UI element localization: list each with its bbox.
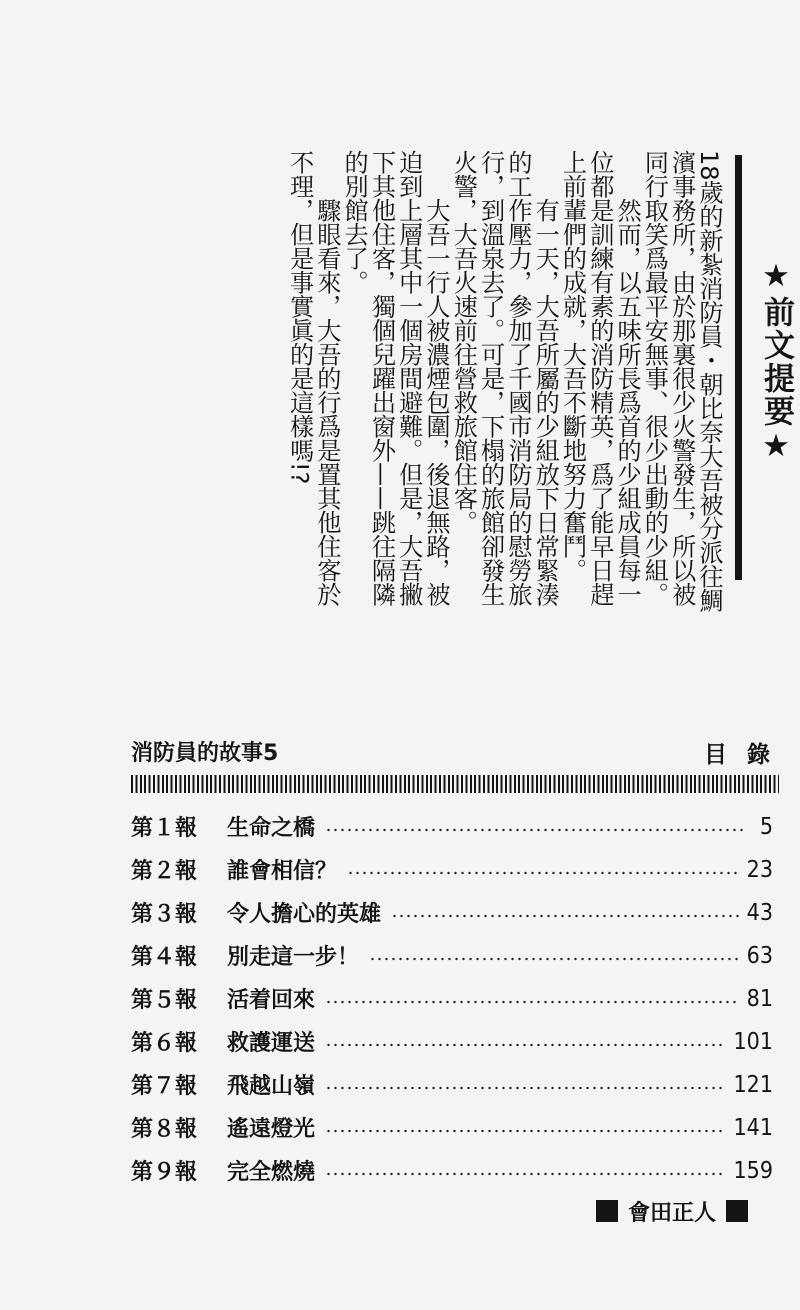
author-credit	[596, 1196, 748, 1226]
chapter-number: 第２報	[131, 859, 198, 884]
toc-entry[interactable]	[131, 1063, 773, 1106]
page-number: 141	[733, 1114, 773, 1141]
dot-leader	[325, 1172, 725, 1176]
chapter-title: 活着回來	[227, 988, 316, 1013]
dot-leader	[369, 957, 739, 961]
contents-label: 目錄	[704, 742, 790, 768]
chapter-number: 第３報	[131, 902, 198, 927]
toc-header	[131, 736, 790, 770]
toc-entry[interactable]	[131, 805, 773, 848]
chapter-title: 生命之橋	[227, 816, 316, 841]
synopsis-paragraph: 驟眼看來，大吾的行爲是置其他住客於不理，但是事實眞的是這樣嗎!?	[285, 150, 341, 607]
page-number: 23	[746, 856, 773, 883]
dot-leader	[325, 1086, 725, 1090]
divider-rule	[131, 775, 779, 793]
chapter-number: 第９報	[131, 1160, 198, 1185]
page-number: 121	[733, 1071, 773, 1098]
chapter-title: 令人擔心的英雄	[227, 902, 382, 927]
dot-leader	[325, 1043, 725, 1047]
toc-entry[interactable]	[131, 891, 773, 934]
chapter-number: 第４報	[131, 945, 198, 970]
chapter-number: 第７報	[131, 1074, 198, 1099]
heading-rule	[735, 155, 742, 580]
page-number: 63	[746, 942, 773, 969]
chapter-title: 救護運送	[227, 1031, 316, 1056]
toc-list	[131, 805, 773, 1192]
square-bullet-icon	[726, 1200, 748, 1222]
toc-entry[interactable]	[131, 1149, 773, 1192]
dot-leader	[347, 871, 739, 875]
series-title: 消防員的故事5	[131, 741, 279, 766]
toc-entry[interactable]	[131, 1106, 773, 1149]
toc-entry[interactable]	[131, 848, 773, 891]
chapter-title: 誰會相信？	[227, 859, 338, 884]
page-number: 159	[733, 1157, 773, 1184]
chapter-number: 第６報	[131, 1031, 198, 1056]
chapter-title: 飛越山嶺	[227, 1074, 316, 1099]
page-number: 43	[746, 899, 773, 926]
toc-entry[interactable]	[131, 934, 773, 977]
page-number: 81	[746, 985, 773, 1012]
chapter-title: 完全燃燒	[227, 1160, 316, 1185]
square-bullet-icon	[596, 1200, 618, 1222]
synopsis-paragraph: 然而，以五味所長爲首的少組成員每一位都是訓練有素的消防精英，爲了能早日趕上前輩們的成就，大吾不斷地努力奮鬥。	[558, 150, 642, 607]
page-number: 5	[759, 813, 773, 840]
synopsis-paragraph: 有一天，大吾所屬的少組放下日常緊湊的工作壓力，參加了千國市消防局的慰勞旅行，到溫泉去了。可是，下榻的旅館卻發生火警，大吾火速前往營救旅館住客。	[449, 150, 560, 607]
synopsis-heading: ★前文提要★	[758, 258, 794, 466]
chapter-title: 別走這一步！	[227, 945, 360, 970]
chapter-number: 第５報	[131, 988, 198, 1013]
chapter-title: 遙遠燈光	[227, 1117, 316, 1142]
dot-leader	[325, 1129, 725, 1133]
page-number: 101	[733, 1028, 773, 1055]
chapter-number: 第８報	[131, 1117, 198, 1142]
dot-leader	[391, 914, 739, 918]
chapter-number: 第１報	[131, 816, 198, 841]
dot-leader	[325, 828, 745, 832]
synopsis-paragraph: 18歲的新紮消防員・朝比奈大吾被分派往鯛濱事務所，由於那裏很少火警發生，所以被同行取笑爲最平安無事、很少出動的少組。	[640, 150, 723, 613]
toc-entry[interactable]	[131, 1020, 773, 1063]
synopsis-paragraph: 大吾一行人被濃煙包圍，後退無路，被迫到上層其中一個房間避難。但是，大吾撇下其他住客，獨個兒躍出窗外——跳往隔隣的別館去了。	[340, 150, 451, 607]
synopsis-text	[176, 150, 722, 620]
author-name: 會田正人	[628, 1200, 717, 1226]
dot-leader	[325, 1000, 739, 1004]
toc-entry[interactable]	[131, 977, 773, 1020]
